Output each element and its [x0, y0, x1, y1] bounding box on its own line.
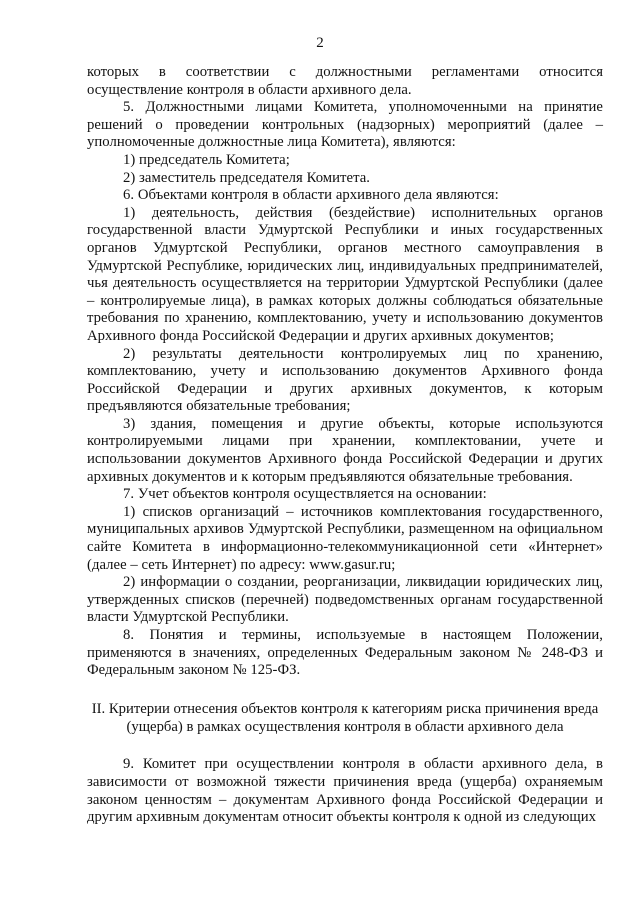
paragraph-7: 7. Учет объектов контроля осуществляется на основании:	[123, 486, 487, 503]
paragraph-continuation: которых в соответствии с должностными регламентами относится осуществление контроля в области архивного дела.	[87, 64, 603, 98]
paragraph-7-item-2: 2) информации о создании, реорганизации, ликвидации юридических лиц, утвержденных списков (перечней) подведомственных органам государственной власти Удмуртской Республики.	[87, 574, 603, 626]
paragraph-7-item-1: 1) списков организаций – источников комплектования государственного, муниципальных архивов Удмуртской Республики, размещенном на официальном сайте Комитета в информационно-телекоммуникационной сети «Интернет» (далее – сеть Интернет) по адресу: www.gasur.ru;	[87, 503, 603, 573]
paragraph-5: 5. Должностными лицами Комитета, уполномоченными на принятие решений о проведении контрольных (надзорных) мероприятий (далее – уполномоченные должностные лица Комитета), являются:	[87, 99, 603, 151]
paragraph-5-item-2: 2) заместитель председателя Комитета.	[123, 169, 371, 186]
paragraph-6-item-2: 2) результаты деятельности контролируемых лиц по хранению, комплектованию, учету и использованию документов Архивного фонда Российской Федерации и других архивных документов, к которым предъявляются обязательные требования;	[87, 345, 603, 415]
paragraph-5-item-1: 1) председатель Комитета;	[123, 151, 290, 168]
document-body	[87, 64, 603, 827]
paragraph-8: 8. Понятия и термины, используемые в настоящем Положении, применяются в значениях, определенных Федеральным законом № 248-ФЗ и Федеральным законом № 125-ФЗ.	[87, 627, 603, 679]
paragraph-6-item-3: 3) здания, помещения и другие объекты, которые используются контролируемыми лицами при хранении, комплектовании, учете и использовании документов Архивного фонда Российской Федерации и других архивных документов и к которым предъявляются обязательные требования.	[87, 415, 603, 485]
paragraph-6-item-1: 1) деятельность, действия (бездействие) исполнительных органов государственной власти Удмуртской Республики и иных государственных органов Удмуртской Республики, органов местного самоуправления в Удмуртской Республике, юридических лиц, индивидуальных предпринимателей, чья деятельность осуществляется на территории Удмуртской Республики (далее – контролируемые лица), в рамках которых должны соблюдаться обязательные требования по хранению, комплектованию, учету и использованию документов Архивного фонда Российской Федерации и других архивных документов;	[87, 204, 603, 344]
page-number: 2	[316, 35, 324, 51]
paragraph-6: 6. Объектами контроля в области архивного дела являются:	[123, 187, 499, 204]
paragraph-9: 9. Комитет при осуществлении контроля в области архивного дела, в зависимости от возможной тяжести причинения вреда (ущерба) охраняемым законом ценностям – документам Архивного фонда Российской Федерации и другим архивным документам относит объекты контроля к одной из следующих	[87, 756, 603, 826]
section-heading: II. Критерии отнесения объектов контроля к категориям риска причинения вреда (ущерба) в рамках осуществления контроля в области архивного дела	[91, 700, 599, 735]
